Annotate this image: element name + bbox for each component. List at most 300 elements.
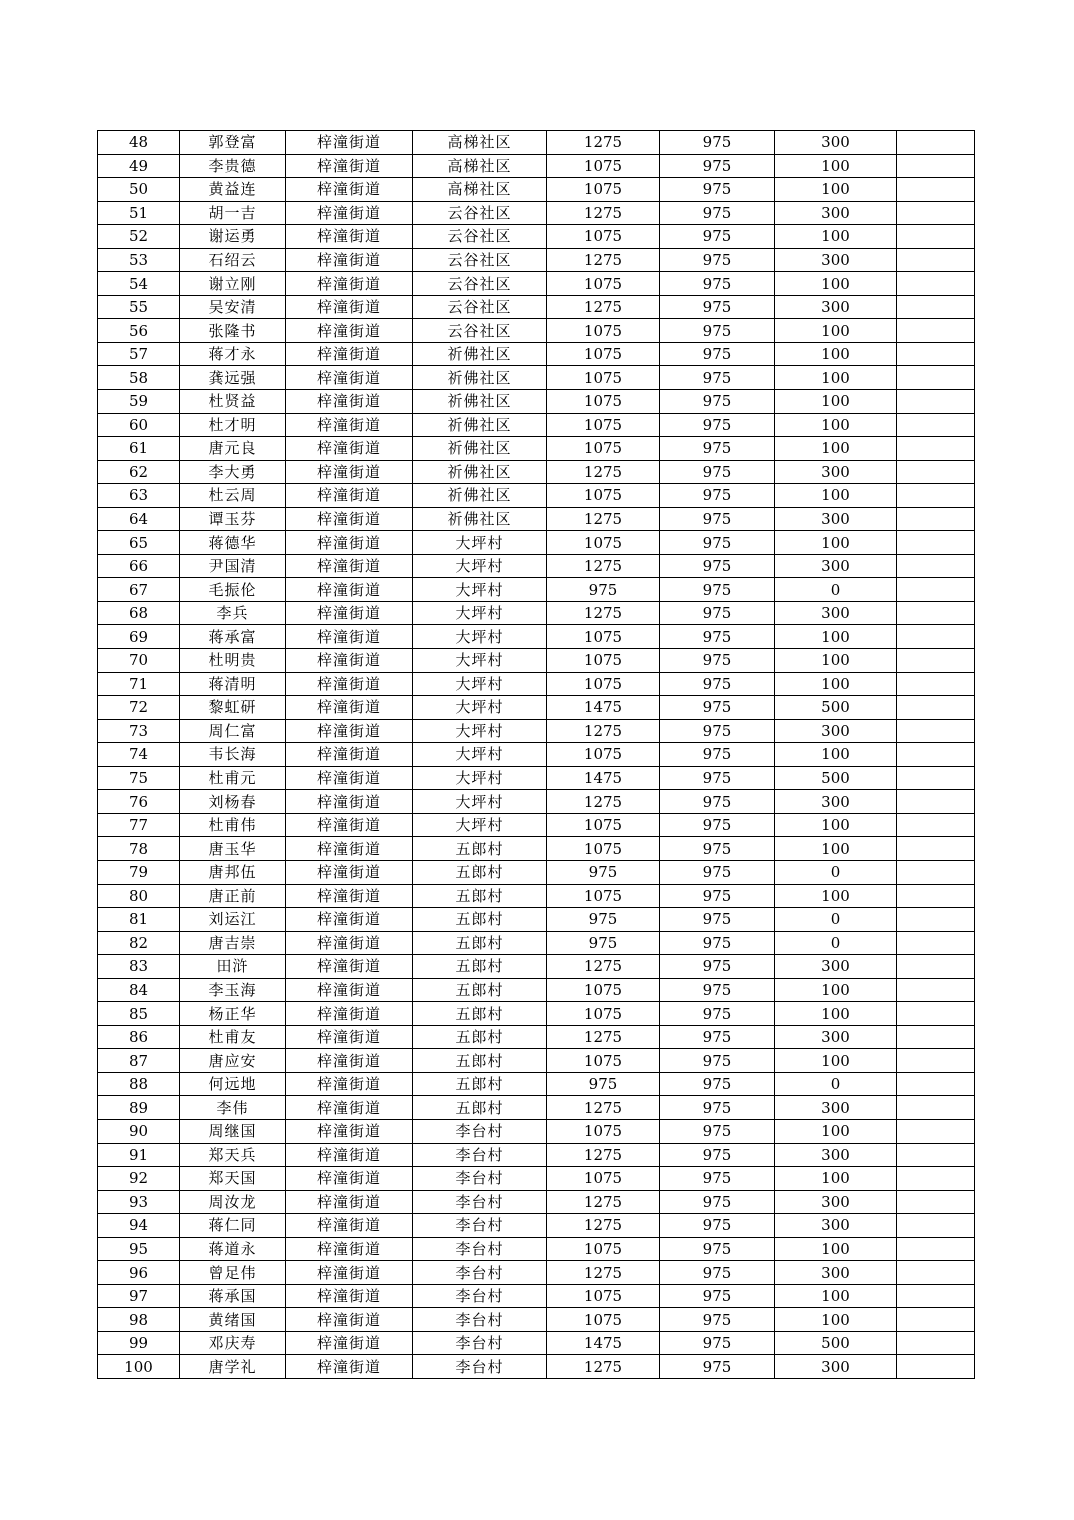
community-cell: 大坪村 — [413, 649, 547, 673]
table-row — [98, 248, 975, 272]
street-cell: 梓潼街道 — [286, 601, 413, 625]
remark-cell — [897, 978, 975, 1002]
table-row — [98, 319, 975, 343]
amount-base-cell: 975 — [660, 1308, 775, 1332]
community-cell: 五郎村 — [413, 1096, 547, 1120]
community-cell: 云谷社区 — [413, 295, 547, 319]
row-number-cell: 65 — [98, 531, 180, 555]
street-cell: 梓潼街道 — [286, 1237, 413, 1261]
amount-total-cell: 1075 — [547, 813, 660, 837]
street-cell: 梓潼街道 — [286, 860, 413, 884]
amount-extra-cell: 100 — [775, 1308, 897, 1332]
amount-extra-cell: 300 — [775, 1025, 897, 1049]
street-cell: 梓潼街道 — [286, 295, 413, 319]
resident-name-cell: 石绍云 — [180, 248, 286, 272]
row-number-cell: 98 — [98, 1308, 180, 1332]
amount-base-cell: 975 — [660, 1143, 775, 1167]
remark-cell — [897, 295, 975, 319]
amount-extra-cell: 100 — [775, 1284, 897, 1308]
resident-name-cell: 杜明贵 — [180, 649, 286, 673]
amount-base-cell: 975 — [660, 719, 775, 743]
street-cell: 梓潼街道 — [286, 719, 413, 743]
amount-total-cell: 1075 — [547, 484, 660, 508]
community-cell: 云谷社区 — [413, 225, 547, 249]
resident-name-cell: 曾足伟 — [180, 1261, 286, 1285]
amount-total-cell: 1075 — [547, 178, 660, 202]
amount-extra-cell: 100 — [775, 649, 897, 673]
table-row — [98, 790, 975, 814]
table-row — [98, 531, 975, 555]
resident-name-cell: 刘运江 — [180, 908, 286, 932]
table-row — [98, 978, 975, 1002]
row-number-cell: 76 — [98, 790, 180, 814]
amount-base-cell: 975 — [660, 860, 775, 884]
resident-name-cell: 郭登富 — [180, 131, 286, 155]
resident-name-cell: 唐学礼 — [180, 1355, 286, 1379]
street-cell: 梓潼街道 — [286, 1025, 413, 1049]
community-cell: 李台村 — [413, 1167, 547, 1191]
row-number-cell: 75 — [98, 766, 180, 790]
amount-base-cell: 975 — [660, 272, 775, 296]
amount-extra-cell: 500 — [775, 696, 897, 720]
community-cell: 五郎村 — [413, 1002, 547, 1026]
amount-extra-cell: 100 — [775, 342, 897, 366]
table-row — [98, 1002, 975, 1026]
street-cell: 梓潼街道 — [286, 813, 413, 837]
resident-name-cell: 谢运勇 — [180, 225, 286, 249]
amount-total-cell: 975 — [547, 578, 660, 602]
row-number-cell: 68 — [98, 601, 180, 625]
table-row — [98, 1355, 975, 1379]
remark-cell — [897, 248, 975, 272]
street-cell: 梓潼街道 — [286, 131, 413, 155]
row-number-cell: 94 — [98, 1214, 180, 1238]
amount-base-cell: 975 — [660, 1284, 775, 1308]
table-row — [98, 931, 975, 955]
community-cell: 大坪村 — [413, 672, 547, 696]
table-row — [98, 154, 975, 178]
amount-total-cell: 1275 — [547, 131, 660, 155]
amount-total-cell: 1475 — [547, 1331, 660, 1355]
remark-cell — [897, 1331, 975, 1355]
street-cell: 梓潼街道 — [286, 931, 413, 955]
street-cell: 梓潼街道 — [286, 1331, 413, 1355]
table-row — [98, 1143, 975, 1167]
amount-total-cell: 1275 — [547, 1214, 660, 1238]
table-row — [98, 1119, 975, 1143]
remark-cell — [897, 1049, 975, 1073]
row-number-cell: 56 — [98, 319, 180, 343]
row-number-cell: 88 — [98, 1072, 180, 1096]
row-number-cell: 82 — [98, 931, 180, 955]
community-cell: 大坪村 — [413, 554, 547, 578]
amount-base-cell: 975 — [660, 390, 775, 414]
table-row — [98, 1331, 975, 1355]
amount-base-cell: 975 — [660, 766, 775, 790]
resident-name-cell: 田浒 — [180, 955, 286, 979]
street-cell: 梓潼街道 — [286, 272, 413, 296]
amount-extra-cell: 300 — [775, 460, 897, 484]
amount-extra-cell: 100 — [775, 225, 897, 249]
amount-extra-cell: 300 — [775, 601, 897, 625]
street-cell: 梓潼街道 — [286, 1355, 413, 1379]
remark-cell — [897, 743, 975, 767]
street-cell: 梓潼街道 — [286, 908, 413, 932]
community-cell: 大坪村 — [413, 531, 547, 555]
community-cell: 李台村 — [413, 1214, 547, 1238]
amount-extra-cell: 100 — [775, 884, 897, 908]
amount-base-cell: 975 — [660, 813, 775, 837]
amount-total-cell: 1275 — [547, 1355, 660, 1379]
remark-cell — [897, 672, 975, 696]
amount-extra-cell: 300 — [775, 719, 897, 743]
amount-extra-cell: 100 — [775, 390, 897, 414]
remark-cell — [897, 1002, 975, 1026]
community-cell: 李台村 — [413, 1143, 547, 1167]
street-cell: 梓潼街道 — [286, 955, 413, 979]
amount-total-cell: 1075 — [547, 649, 660, 673]
resident-name-cell: 胡一吉 — [180, 201, 286, 225]
resident-name-cell: 李玉海 — [180, 978, 286, 1002]
amount-extra-cell: 100 — [775, 1237, 897, 1261]
street-cell: 梓潼街道 — [286, 625, 413, 649]
amount-total-cell: 1075 — [547, 437, 660, 461]
amount-base-cell: 975 — [660, 1214, 775, 1238]
resident-name-cell: 邓庆寿 — [180, 1331, 286, 1355]
amount-extra-cell: 100 — [775, 978, 897, 1002]
street-cell: 梓潼街道 — [286, 1049, 413, 1073]
resident-name-cell: 刘杨春 — [180, 790, 286, 814]
resident-name-cell: 杜甫元 — [180, 766, 286, 790]
amount-extra-cell: 300 — [775, 1214, 897, 1238]
street-cell: 梓潼街道 — [286, 554, 413, 578]
amount-total-cell: 975 — [547, 860, 660, 884]
amount-total-cell: 1075 — [547, 1119, 660, 1143]
amount-extra-cell: 0 — [775, 1072, 897, 1096]
community-cell: 祈佛社区 — [413, 390, 547, 414]
amount-base-cell: 975 — [660, 837, 775, 861]
community-cell: 李台村 — [413, 1261, 547, 1285]
amount-extra-cell: 100 — [775, 625, 897, 649]
resident-name-cell: 谢立刚 — [180, 272, 286, 296]
amount-total-cell: 1275 — [547, 1025, 660, 1049]
amount-base-cell: 975 — [660, 790, 775, 814]
amount-total-cell: 975 — [547, 1072, 660, 1096]
remark-cell — [897, 1284, 975, 1308]
amount-total-cell: 1075 — [547, 154, 660, 178]
remark-cell — [897, 1261, 975, 1285]
community-cell: 五郎村 — [413, 955, 547, 979]
amount-total-cell: 1075 — [547, 978, 660, 1002]
remark-cell — [897, 1119, 975, 1143]
remark-cell — [897, 342, 975, 366]
resident-name-cell: 唐邦伍 — [180, 860, 286, 884]
row-number-cell: 57 — [98, 342, 180, 366]
row-number-cell: 69 — [98, 625, 180, 649]
table-row — [98, 1308, 975, 1332]
amount-base-cell: 975 — [660, 884, 775, 908]
remark-cell — [897, 908, 975, 932]
row-number-cell: 59 — [98, 390, 180, 414]
table-row — [98, 601, 975, 625]
resident-name-cell: 尹国清 — [180, 554, 286, 578]
amount-base-cell: 975 — [660, 908, 775, 932]
street-cell: 梓潼街道 — [286, 437, 413, 461]
amount-extra-cell: 100 — [775, 743, 897, 767]
row-number-cell: 72 — [98, 696, 180, 720]
amount-total-cell: 1275 — [547, 955, 660, 979]
amount-total-cell: 1275 — [547, 790, 660, 814]
roster-body — [98, 131, 975, 1379]
row-number-cell: 86 — [98, 1025, 180, 1049]
street-cell: 梓潼街道 — [286, 460, 413, 484]
table-row — [98, 860, 975, 884]
street-cell: 梓潼街道 — [286, 531, 413, 555]
community-cell: 大坪村 — [413, 696, 547, 720]
street-cell: 梓潼街道 — [286, 1072, 413, 1096]
amount-extra-cell: 500 — [775, 766, 897, 790]
row-number-cell: 90 — [98, 1119, 180, 1143]
amount-base-cell: 975 — [660, 460, 775, 484]
remark-cell — [897, 1025, 975, 1049]
row-number-cell: 96 — [98, 1261, 180, 1285]
remark-cell — [897, 884, 975, 908]
street-cell: 梓潼街道 — [286, 837, 413, 861]
table-row — [98, 672, 975, 696]
street-cell: 梓潼街道 — [286, 790, 413, 814]
amount-base-cell: 975 — [660, 696, 775, 720]
amount-base-cell: 975 — [660, 225, 775, 249]
amount-base-cell: 975 — [660, 931, 775, 955]
amount-extra-cell: 100 — [775, 178, 897, 202]
street-cell: 梓潼街道 — [286, 1096, 413, 1120]
remark-cell — [897, 460, 975, 484]
street-cell: 梓潼街道 — [286, 201, 413, 225]
resident-name-cell: 蒋清明 — [180, 672, 286, 696]
amount-total-cell: 1075 — [547, 672, 660, 696]
street-cell: 梓潼街道 — [286, 1167, 413, 1191]
community-cell: 大坪村 — [413, 601, 547, 625]
remark-cell — [897, 601, 975, 625]
table-row — [98, 366, 975, 390]
resident-name-cell: 杜甫伟 — [180, 813, 286, 837]
amount-base-cell: 975 — [660, 484, 775, 508]
amount-total-cell: 1075 — [547, 1049, 660, 1073]
remark-cell — [897, 437, 975, 461]
amount-base-cell: 975 — [660, 554, 775, 578]
row-number-cell: 81 — [98, 908, 180, 932]
community-cell: 祈佛社区 — [413, 460, 547, 484]
row-number-cell: 60 — [98, 413, 180, 437]
community-cell: 祈佛社区 — [413, 484, 547, 508]
remark-cell — [897, 790, 975, 814]
amount-base-cell: 975 — [660, 649, 775, 673]
street-cell: 梓潼街道 — [286, 649, 413, 673]
amount-base-cell: 975 — [660, 1072, 775, 1096]
row-number-cell: 87 — [98, 1049, 180, 1073]
row-number-cell: 49 — [98, 154, 180, 178]
amount-base-cell: 975 — [660, 295, 775, 319]
amount-base-cell: 975 — [660, 531, 775, 555]
row-number-cell: 80 — [98, 884, 180, 908]
resident-name-cell: 毛振伦 — [180, 578, 286, 602]
street-cell: 梓潼街道 — [286, 366, 413, 390]
community-cell: 李台村 — [413, 1308, 547, 1332]
resident-name-cell: 周汝龙 — [180, 1190, 286, 1214]
resident-name-cell: 蒋仁同 — [180, 1214, 286, 1238]
row-number-cell: 53 — [98, 248, 180, 272]
resident-name-cell: 李大勇 — [180, 460, 286, 484]
row-number-cell: 84 — [98, 978, 180, 1002]
amount-total-cell: 1075 — [547, 1308, 660, 1332]
remark-cell — [897, 1167, 975, 1191]
amount-extra-cell: 0 — [775, 931, 897, 955]
community-cell: 五郎村 — [413, 908, 547, 932]
row-number-cell: 61 — [98, 437, 180, 461]
amount-extra-cell: 100 — [775, 319, 897, 343]
amount-extra-cell: 300 — [775, 1355, 897, 1379]
amount-total-cell: 1475 — [547, 696, 660, 720]
table-row — [98, 1214, 975, 1238]
amount-total-cell: 1275 — [547, 248, 660, 272]
resident-name-cell: 唐应安 — [180, 1049, 286, 1073]
row-number-cell: 70 — [98, 649, 180, 673]
street-cell: 梓潼街道 — [286, 978, 413, 1002]
community-cell: 大坪村 — [413, 719, 547, 743]
amount-total-cell: 1075 — [547, 884, 660, 908]
street-cell: 梓潼街道 — [286, 178, 413, 202]
amount-total-cell: 1275 — [547, 295, 660, 319]
table-row — [98, 295, 975, 319]
amount-base-cell: 975 — [660, 1167, 775, 1191]
remark-cell — [897, 1072, 975, 1096]
amount-base-cell: 975 — [660, 507, 775, 531]
street-cell: 梓潼街道 — [286, 390, 413, 414]
amount-extra-cell: 100 — [775, 413, 897, 437]
row-number-cell: 89 — [98, 1096, 180, 1120]
amount-total-cell: 1075 — [547, 272, 660, 296]
amount-extra-cell: 100 — [775, 531, 897, 555]
amount-extra-cell: 100 — [775, 1002, 897, 1026]
community-cell: 祈佛社区 — [413, 413, 547, 437]
resident-name-cell: 蒋德华 — [180, 531, 286, 555]
amount-extra-cell: 300 — [775, 295, 897, 319]
table-row — [98, 484, 975, 508]
amount-extra-cell: 0 — [775, 578, 897, 602]
resident-name-cell: 唐正前 — [180, 884, 286, 908]
remark-cell — [897, 484, 975, 508]
amount-extra-cell: 300 — [775, 1143, 897, 1167]
amount-extra-cell: 100 — [775, 837, 897, 861]
amount-total-cell: 1075 — [547, 390, 660, 414]
row-number-cell: 48 — [98, 131, 180, 155]
resident-name-cell: 张隆书 — [180, 319, 286, 343]
amount-total-cell: 1075 — [547, 319, 660, 343]
amount-extra-cell: 100 — [775, 813, 897, 837]
amount-extra-cell: 100 — [775, 437, 897, 461]
remark-cell — [897, 955, 975, 979]
resident-name-cell: 蒋才永 — [180, 342, 286, 366]
amount-extra-cell: 300 — [775, 1190, 897, 1214]
remark-cell — [897, 319, 975, 343]
row-number-cell: 79 — [98, 860, 180, 884]
table-row — [98, 1025, 975, 1049]
remark-cell — [897, 766, 975, 790]
remark-cell — [897, 649, 975, 673]
community-cell: 五郎村 — [413, 978, 547, 1002]
remark-cell — [897, 1237, 975, 1261]
amount-total-cell: 1075 — [547, 625, 660, 649]
remark-cell — [897, 719, 975, 743]
remark-cell — [897, 178, 975, 202]
remark-cell — [897, 201, 975, 225]
street-cell: 梓潼街道 — [286, 1261, 413, 1285]
amount-base-cell: 975 — [660, 366, 775, 390]
community-cell: 大坪村 — [413, 813, 547, 837]
amount-total-cell: 1275 — [547, 1261, 660, 1285]
amount-total-cell: 1075 — [547, 743, 660, 767]
amount-extra-cell: 0 — [775, 860, 897, 884]
table-row — [98, 507, 975, 531]
row-number-cell: 73 — [98, 719, 180, 743]
amount-extra-cell: 100 — [775, 366, 897, 390]
amount-base-cell: 975 — [660, 1119, 775, 1143]
street-cell: 梓潼街道 — [286, 1214, 413, 1238]
remark-cell — [897, 837, 975, 861]
resident-name-cell: 蒋道永 — [180, 1237, 286, 1261]
amount-total-cell: 1275 — [547, 460, 660, 484]
table-row — [98, 225, 975, 249]
resident-name-cell: 杜云周 — [180, 484, 286, 508]
resident-name-cell: 唐元良 — [180, 437, 286, 461]
community-cell: 五郎村 — [413, 931, 547, 955]
amount-total-cell: 1075 — [547, 413, 660, 437]
amount-extra-cell: 300 — [775, 790, 897, 814]
community-cell: 云谷社区 — [413, 248, 547, 272]
table-row — [98, 743, 975, 767]
remark-cell — [897, 413, 975, 437]
amount-total-cell: 1275 — [547, 1143, 660, 1167]
resident-name-cell: 蒋承富 — [180, 625, 286, 649]
community-cell: 云谷社区 — [413, 272, 547, 296]
resident-name-cell: 唐吉崇 — [180, 931, 286, 955]
table-row — [98, 390, 975, 414]
community-cell: 李台村 — [413, 1355, 547, 1379]
row-number-cell: 51 — [98, 201, 180, 225]
roster-table — [97, 130, 975, 1379]
table-row — [98, 578, 975, 602]
amount-total-cell: 1075 — [547, 1002, 660, 1026]
table-row — [98, 955, 975, 979]
resident-name-cell: 杨正华 — [180, 1002, 286, 1026]
amount-extra-cell: 100 — [775, 484, 897, 508]
row-number-cell: 67 — [98, 578, 180, 602]
amount-total-cell: 1075 — [547, 1167, 660, 1191]
community-cell: 五郎村 — [413, 1025, 547, 1049]
street-cell: 梓潼街道 — [286, 319, 413, 343]
amount-base-cell: 975 — [660, 625, 775, 649]
community-cell: 五郎村 — [413, 860, 547, 884]
resident-name-cell: 杜才明 — [180, 413, 286, 437]
remark-cell — [897, 507, 975, 531]
resident-name-cell: 黎虹研 — [180, 696, 286, 720]
street-cell: 梓潼街道 — [286, 1119, 413, 1143]
amount-base-cell: 975 — [660, 201, 775, 225]
remark-cell — [897, 931, 975, 955]
street-cell: 梓潼街道 — [286, 696, 413, 720]
community-cell: 五郎村 — [413, 884, 547, 908]
table-row — [98, 272, 975, 296]
